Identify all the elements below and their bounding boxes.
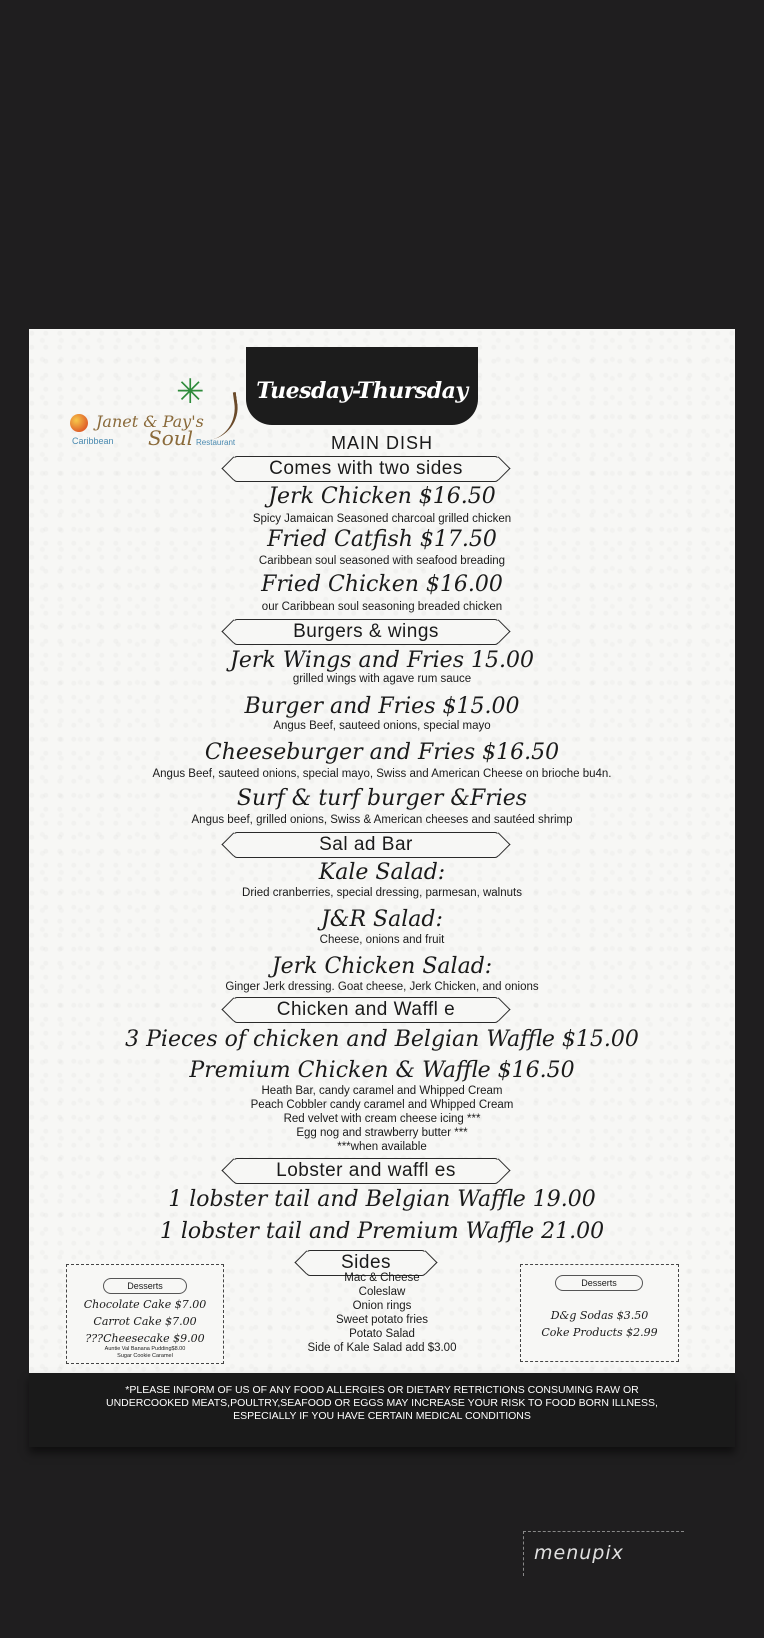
menu-item-name: 3 Pieces of chicken and Belgian Waffle $15.00 xyxy=(125,1027,639,1052)
menu-item-desc: Angus Beef, sauteed onions, special mayo xyxy=(273,720,491,732)
day-banner-text: Tuesday-Thursday xyxy=(256,378,468,404)
menu-item-desc: Angus beef, grilled onions, Swiss & American cheeses and sautéed shrimp xyxy=(191,814,573,826)
section-chicken-waffle-label: Chicken and Waffl e xyxy=(276,999,456,1020)
menu-item-desc: Ginger Jerk dressing. Goat cheese, Jerk Chicken, and onions xyxy=(225,981,539,993)
menu-item-name: 1 lobster tail and Premium Waffle 21.00 xyxy=(159,1219,605,1244)
menu-item-name: Kale Salad: xyxy=(318,860,446,885)
side-item: Sweet potato fries xyxy=(335,1314,429,1326)
section-chicken-waffle xyxy=(233,997,499,1023)
dessert-small-text: Sugar Cookie Caramel xyxy=(117,1353,173,1359)
desserts-box-right xyxy=(520,1264,679,1362)
side-item: Mac & Cheese xyxy=(344,1272,420,1284)
section-salad xyxy=(233,832,499,858)
waffle-option: Heath Bar, candy caramel and Whipped Cream xyxy=(261,1085,503,1097)
section-lobster-label: Lobster and waffl es xyxy=(276,1160,456,1181)
section-lobster xyxy=(233,1158,499,1184)
menu-item-desc: grilled wings with agave rum sauce xyxy=(292,673,472,685)
side-item: Coleslaw xyxy=(358,1286,406,1298)
section-salad-label: Sal ad Bar xyxy=(319,834,413,855)
desserts-box-left xyxy=(66,1264,224,1364)
dessert-item: ???Cheesecake $9.00 xyxy=(85,1332,205,1345)
allergy-disclaimer xyxy=(40,1384,724,1423)
dessert-item: D&g Sodas $3.50 xyxy=(550,1309,649,1322)
dessert-item: Carrot Cake $7.00 xyxy=(93,1315,197,1328)
waffle-option: Red velvet with cream cheese icing *** xyxy=(283,1113,481,1125)
menu-item-name: Burger and Fries $15.00 xyxy=(244,694,520,719)
section-burgers xyxy=(233,619,499,645)
section-main xyxy=(233,456,499,482)
menu-item-name: Premium Chicken & Waffle $16.50 xyxy=(189,1058,575,1083)
menu-item-name: Jerk Chicken Salad: xyxy=(271,954,493,979)
dessert-small-text: Auntie Val Banana Pudding$8.00 xyxy=(104,1346,186,1352)
watermark-text: menupix xyxy=(534,1542,624,1564)
menu-item-name: Jerk Chicken $16.50 xyxy=(268,484,496,509)
main-dish-heading: MAIN DISH xyxy=(330,433,433,453)
section-main-label: Comes with two sides xyxy=(269,458,463,479)
disclaimer-line: *PLEASE INFORM OF US OF ANY FOOD ALLERGIES OR DIETARY RETRICTIONS CONSUMING RAW OR xyxy=(125,1384,639,1396)
desserts-label: Desserts xyxy=(103,1278,187,1294)
day-banner xyxy=(246,347,478,425)
dessert-item: Chocolate Cake $7.00 xyxy=(83,1298,207,1311)
palm-tree-icon: ✳ xyxy=(176,373,205,411)
waffle-option: Egg nog and strawberry butter *** xyxy=(296,1127,468,1139)
side-item: Side of Kale Salad add $3.00 xyxy=(307,1342,457,1354)
menu-item-name: Fried Catfish $17.50 xyxy=(267,527,497,552)
apple-icon xyxy=(70,414,88,432)
menu-item-desc: Cheese, onions and fruit xyxy=(319,934,445,946)
disclaimer-line: ESPECIALLY IF YOU HAVE CERTAIN MEDICAL CONDITIONS xyxy=(233,1410,531,1422)
logo-tag-right: Restaurant xyxy=(196,438,236,447)
side-item: Potato Salad xyxy=(349,1328,415,1340)
logo-soul: Soul xyxy=(148,426,194,450)
desserts-label: Desserts xyxy=(555,1275,643,1291)
menu-item-name: Jerk Wings and Fries 15.00 xyxy=(230,648,534,673)
menu-item-name: Fried Chicken $16.00 xyxy=(261,572,503,597)
logo-name: Janet & Pay's xyxy=(96,412,204,431)
menupix-watermark xyxy=(523,1531,684,1576)
menu-item-name: Cheeseburger and Fries $16.50 xyxy=(204,740,560,765)
waffle-option: ***when available xyxy=(337,1141,427,1153)
menu-item-desc: our Caribbean soul seasoning breaded chicken xyxy=(261,601,503,613)
waffle-option: Peach Cobbler candy caramel and Whipped Cream xyxy=(250,1099,514,1111)
dessert-item: Coke Products $2.99 xyxy=(541,1326,658,1339)
disclaimer-line: UNDERCOOKED MEATS,POULTRY,SEAFOOD OR EGGS MAY INCREASE YOUR RISK TO FOOD BORN ILLNESS, xyxy=(106,1397,658,1409)
menu-item-name: 1 lobster tail and Belgian Waffle 19.00 xyxy=(168,1187,596,1212)
section-sides-label: Sides xyxy=(340,1252,392,1273)
menu-item-desc: Angus Beef, sauteed onions, special mayo, Swiss and American Cheese on brioche bu4n. xyxy=(152,768,612,780)
menu-item-desc: Caribbean soul seasoned with seafood breading xyxy=(258,555,506,567)
menu-item-desc: Spicy Jamaican Seasoned charcoal grilled chicken xyxy=(252,513,512,525)
side-item: Onion rings xyxy=(352,1300,412,1312)
menu-item-desc: Dried cranberries, special dressing, parmesan, walnuts xyxy=(242,887,522,899)
menu-item-name: J&R Salad: xyxy=(321,907,443,932)
menu-item-name: Surf & turf burger &Fries xyxy=(236,786,528,811)
section-burgers-label: Burgers & wings xyxy=(293,621,439,642)
logo-tag-left: Caribbean xyxy=(72,436,114,446)
